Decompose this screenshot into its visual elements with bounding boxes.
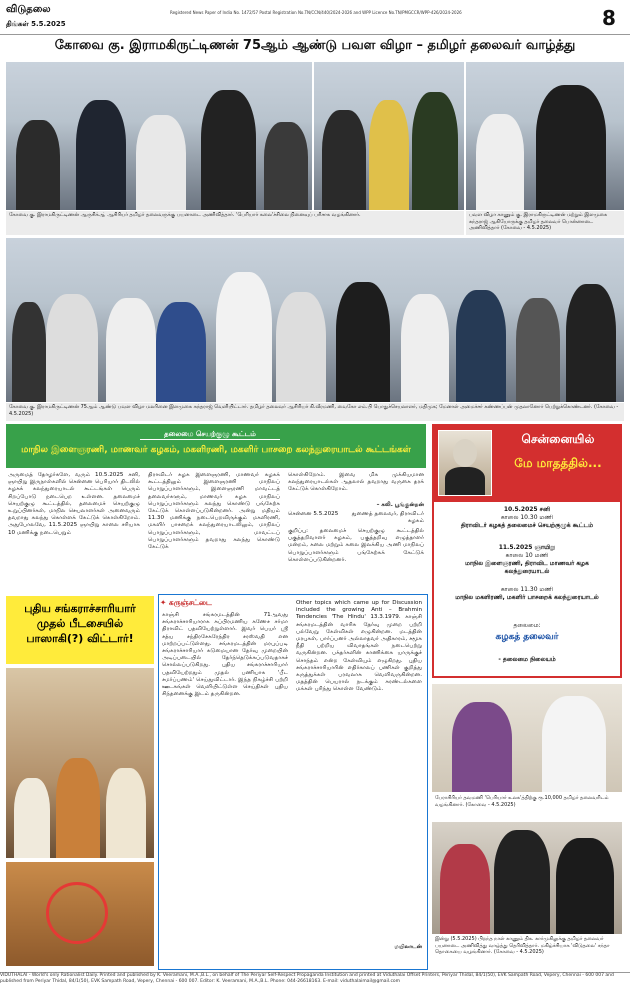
photo-top-right <box>466 62 624 210</box>
photo-book-release <box>6 238 624 402</box>
article-col-1: அருமைத் தோழர்களே, வரும் 10.5.2025 சனி, ஞாயிறு இருநாள்களில் சென்னை பெரியார் திடலில் கழகக் கலந்துரையாடல் கூட்டங்கள் பெரும் சிறப்போடு நடைபெற உள்ளன. தலைமைச் செயற்குழு கூட்டத்தில், தலைமைச் செயற்குழு உறுப்பினர்கள், மாநில செயலாளர்கள் அனைவரும் தவறாது கலந்து கொள்ளக் கேட்டுக் கொள்கிறோம். அதுபோலவே, 11.5.2025 ஞாயிறு காலை சரியாக 10 மணிக்கு நடைபெறும் <box>8 472 140 536</box>
photo-ritual-closeup <box>6 862 154 966</box>
ad-item-1-time: காலை 10.30 மணி <box>500 514 554 521</box>
signature-role: துணைத் தலைவர், திராவிடர் கழகம் <box>351 511 424 525</box>
caption-birthday: இன்று (5.5.2025) பிறந்த நாள் காணும் திக. கார்முகிலுக்கு தமிழர் தலைவர் பயனாடை அணிவித்து வாழ்த்து தெரிவித்தார். மகிழ்ச்சியாக 'விடுதலை' சந்தா தொகையை வழங்கினார். (கோவை - 4.5.2025) <box>432 935 622 969</box>
section-title: மாநில இளைஞரணி, மாணவர் கழகம், மகளிரணி, மகளிர் பாசறை கலந்துரையாடல் கூட்டங்கள் <box>21 445 411 455</box>
ad-city: சென்னையில் <box>521 432 595 446</box>
photo-temple-ritual <box>6 668 154 858</box>
sankaracharya-headline: புதிய சங்கராச்சாரியார் முதல் பீடசையில் பாஸாகி(?) விட்டார்! <box>24 602 136 645</box>
karunchattai-col-1: காஞ்சி சங்கரமடத்தின் 71ஆவது சங்கராச்சாரியாராக சுப்பிரமணிய கணேச சர்மா திராவிட் பதவியேற்றுள்ளார். இவர் பெயர் ஸ்ரீ சத்ய சந்திரசேகரேந்திர சரஸ்வதி என மாற்றப்பட்டுள்ளது. சங்கரமடத்தின் மரபுப்படி சங்கராச்சாரியார் கடுமையான தேர்வு முறையின் அடிப்படையில் தேர்ந்தெடுக்கப்படுவதாகச் சொல்லப்படுகிறது. புதிய சங்கராச்சாரியார் பதவியேற்றதும் முதல் பணியாக 'பீட சமர்ப்பணம்' செய்துவிட்டார். இந்த நிகழ்ச்சி பற்றி ஊடகங்கள் வெளியிட்டுள்ள செய்திகள் புதிய சிந்தனைக்கு இடம் தருகின்றன. <box>162 612 288 698</box>
photo-top-middle <box>314 62 464 210</box>
photo-top-left <box>6 62 312 210</box>
photo-donation <box>432 684 622 792</box>
ad-item-2-date: 11.5.2025 ஞாயிறு <box>498 544 556 551</box>
ad-item-2-event: மாநில இளைஞரணி, திராவிட மாணவர் கழக கலந்துரையாடல் <box>465 560 589 575</box>
ad-presided-label: தலைமை: <box>513 622 541 629</box>
photo-birthday <box>432 822 622 934</box>
ad-title: மே மாதத்தில்... <box>514 456 602 470</box>
issue-date: திங்கள் 5.5.2025 <box>6 20 66 28</box>
karunchattai-col-2: Other topics which came up for Discussion included the growing Anti – Brahmin Tendencies 'The Hindu' 13.3.1979. காஞ்சி சங்கரமடத்தின் வாரிசு தேர்வு முறை பற்றி பல்வேறு கேள்விகள் எழுகின்றன. மடத்தின் மரபுகள், பார்ப்பனர் அல்லாதவர் அதிகாரம், சமூக நீதி பற்றிய விவாதங்கள் நடைபெற்று வருகின்றன. பக்தர்களின் காணிக்கை யாருக்குச் சொந்தம் என்ற கேள்வியும் எழுகிறது. புதிய சங்கராச்சாரியாரின் எதிர்காலப் பணிகள் குறித்து கருத்துக்கள் பரவலாக வெளிவருகின்றன. மதத்தின் பெயரால் நடக்கும் சுரண்டல்களை மக்கள் புரிந்து கொள்ள வேண்டும். <box>296 600 422 693</box>
page-number: 8 <box>602 6 616 30</box>
ad-item-1-event: திராவிடர் கழகத் தலைமைச் செயற்குழுக் கூட்டம் <box>460 522 594 529</box>
ad-portrait <box>438 430 492 496</box>
caption-book-release: கோவை கு. இராமகிருட்டிணன் 75ஆம் ஆண்டு பவள விழா மலரினை இளமுகை சுந்தராஜ் வெளியிட்டார். தமிழர் தலைவர் ஆசிரியர் கி.வீரமணி, வைகோ எம்.பி பொதுச்செயலாளர், மதிமுக; மேனாள் அமைச்சர் கண்ணப்பன் முதலானோர் பெற்றுக்கொண்டனர். (கோவை - 4.5.2025) <box>6 403 624 421</box>
footer-imprint: VIDUTHALAI - World's only Rationalist Daily. Printed and published by K. Veeramani, M.A.,B.L., on behalf of The Periyar Self-Respect Propaganda Institution and printed at Viduthalai Offset Printers, Periyar Thidal, 84/1(50), EVK Sampath Road, Vepery, Chennai - 600 007 and published from Periyar Thidal, 84/1(50), EVK Sampath Road, Vepery, Chennai - 600 007. Editor: K. Veeramani, M.A.,B.L. Phone: 044-26618163. E-mail: viduthalaimail@gmail.com <box>0 972 630 1001</box>
caption-top-left: கோவை கு. இராமகிருட்டிணன் ஆருசிக்ஆ் ஆசிரியர் தமிழர் தலைவருக்கு பயனாடை அணிவித்தார். 'பெரியார் கலை'ச்சிலை நினைவுப் பரிசாக வழங்கினார். <box>6 211 464 235</box>
caption-donation: பேராசிரியர் தவமணி 'பெரியார் உலக'த்திற்கு ரூ.10,000 தமிழர் தலைவரிடம் வழங்கினார். (கோவை - 4.5.2025) <box>432 794 622 820</box>
ad-item-3-time: காலை 11.30 மணி <box>500 586 554 593</box>
article-col-2: திராவிடர் கழக இளைஞரணி, மாணவர் கழகக் கூட்டத்திலும் இளைஞரணி மாநிலப் பொறுப்பாளர்களும், இளைஞரணி மாவட்டத் தலைவர்களும், மாணவர் கழக மாநிலப் பொறுப்பாளர்களும் கலந்து கொண்டு பங்கேற்க கேட்டுக் கொள்ளப்படுகின்றனர். அன்று மதியம் 11.30 மணிக்கு நடைபெறவிருக்கும் மகளிரணி, மகளிர் பாசறைக் கலந்துரையாடலிலும், மாநிலப் பொறுப்பாளர்களும், மாவட்டப் பொறுப்பாளர்களும் தவறாது கலந்து கொண்டு கேட்டுக் <box>148 472 280 551</box>
article-note: குறிப்பு: தலைமைச் செயற்குழு கூட்டத்தில் பகுத்தறிவாளர் கழகம், பகுத்தறிவு எழுத்தாளர் மன்றம், கலை மற்றும் கலை இலக்கிய அணி மாநிலப் பொறுப்பாளர்களும் பங்கேற்கக் கேட்டுக் கொள்ளப்படுகின்றனர். <box>288 528 424 563</box>
ad-presided-by: கழகத் தலைவர் <box>495 632 559 642</box>
signature: – கலி. பூங்குன்றன் <box>376 502 424 508</box>
karunchattai-heading: ✦ கருஞ்சட்டை <box>160 598 212 607</box>
signature-place: சென்னை 5.5.2025 <box>288 511 339 517</box>
article-col-3: கொள்கிறோம். இவை மிக முக்கியமான கலந்துரையாடல்கள் ஆதலால் தவறாது வருகை தரக் கேட்டுக் கொள்கிறோம். <box>288 472 424 493</box>
section-label: தலைமை செயற்குழு கூட்டம் <box>140 430 280 440</box>
ad-item-1-date: 10.5.2025 சனி <box>503 506 551 513</box>
registration-info: Registered News Paper of India No. 1472/57 Postal Registration No.TN/CCN/440/2024-2026 and WPP Licence No.TN/PMGCCR/WPP-426/2024-2026 <box>170 10 462 15</box>
headline: கோவை கு. இராமகிருட்டிணன் 75ஆம் ஆண்டு பவள விழா – தமிழர் தலைவர் வாழ்த்து <box>54 38 576 53</box>
page-header <box>0 0 630 35</box>
ad-item-3-event: மாநில மகளிரணி, மகளிர் பாசறைக் கலந்துரையாடல் <box>455 594 599 601</box>
masthead: விடுதலை <box>6 4 51 15</box>
caption-top-right: பவள விழா காணும் கு. இராமகிருட்டிணன் மற்றும் இளமுகை சுந்தராஜ் ஆகியோருக்கு தமிழர் தலைவர் பொன்னாடை அணிவித்தார் (கோவை - 4.5.2025) <box>466 211 624 235</box>
ad-item-2-time: காலை 10 மணி <box>505 552 549 559</box>
ad-org: - தலைமை நிலையம் <box>498 656 556 663</box>
karunchattai-sign: மயிலாடன் <box>394 944 422 950</box>
